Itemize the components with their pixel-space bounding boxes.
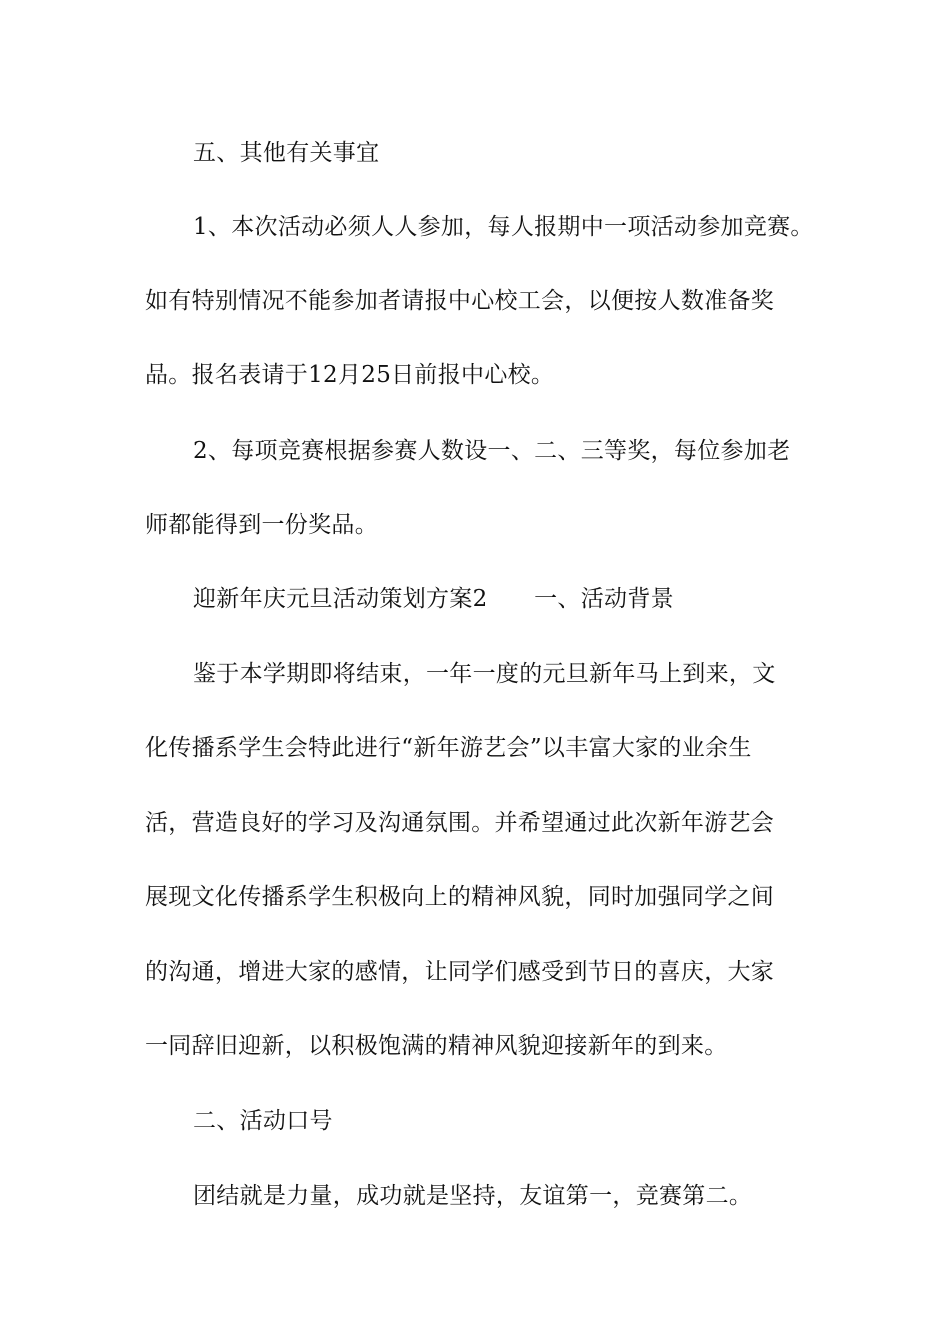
paragraph-line: 团结就是力量，成功就是坚持，友谊第一，竞赛第二。 [193, 1183, 753, 1209]
paragraph-line: 活，营造良好的学习及沟通氛围。并希望通过此次新年游艺会 [145, 810, 775, 836]
section-heading: 二、活动口号 [193, 1108, 333, 1134]
paragraph-line: 的沟通，增进大家的感情，让同学们感受到节日的喜庆，大家 [145, 959, 775, 985]
paragraph-line: 1、本次活动必须人人参加，每人报期中一项活动参加竞赛。 [193, 214, 814, 240]
paragraph-line: 展现文化传播系学生积极向上的精神风貌，同时加强同学之间 [145, 884, 775, 910]
section-heading: 五、其他有关事宜 [193, 140, 380, 166]
paragraph-line: 如有特别情况不能参加者请报中心校工会，以便按人数准备奖 [145, 288, 775, 314]
paragraph-line: 2、每项竞赛根据参赛人数设一、二、三等奖，每位参加老 [193, 438, 791, 464]
paragraph-line: 化传播系学生会特此进行“新年游艺会”以丰富大家的业余生 [145, 735, 752, 761]
paragraph-line: 品。报名表请于12月25日前报中心校。 [145, 362, 555, 388]
plan-title-line: 迎新年庆元旦活动策划方案2 一、活动背景 [193, 586, 674, 612]
paragraph-line: 鉴于本学期即将结束，一年一度的元旦新年马上到来，文 [193, 661, 776, 687]
paragraph-line: 一同辞旧迎新，以积极饱满的精神风貌迎接新年的到来。 [145, 1033, 728, 1059]
paragraph-line: 师都能得到一份奖品。 [145, 512, 378, 538]
